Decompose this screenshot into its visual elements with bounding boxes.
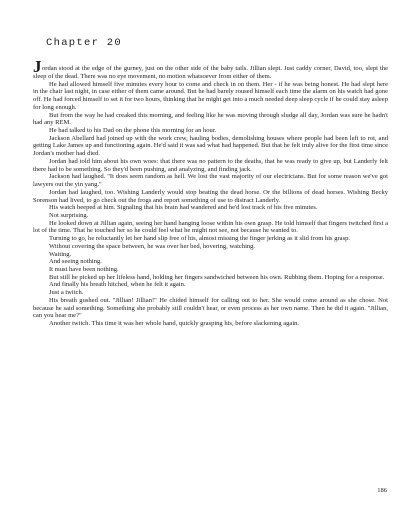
paragraph: Jackson Abellard had joined up with the work crew, hauling bodies, demolishing houses where people had been left to rot, and getting Lake James up and functioning again. He'd said it was sad what had happened. But that he felt truly alive for the first time since Jordan's mother had died.: [33, 134, 388, 158]
paragraph: He had allowed himself five minutes every hour to come and check in on them. Her - if he was being honest. He had slept here in the chair last night, in case either of them came around. But he had barely roused himself each time the alarm on his watch had gone off. He had forced himself to set it for two hours, thinking that he might get into a much needed deep sleep cycle if he could stay asleep for long enough.: [33, 80, 388, 111]
paragraph: Without covering the space between, he was over her bed, hovering, watching.: [49, 242, 256, 250]
paragraph: And finally his breath hitched, when he felt it again.: [49, 281, 186, 289]
paragraph: But from the way he had creaked this morning, and feeling like he was moving through sludge all day, Jordan was sure he hadn't had any REM.: [33, 111, 388, 127]
paragraph: Jordan had told him about his own woes: that there was no pattern to the deaths, that he was ready to give up, but Landerly felt there had to be something. So they'd been pushing, and analyzing, and finding jack.: [33, 157, 388, 173]
paragraph: He looked down at Jillian again, seeing her hand hanging loose within his own grasp. He told himself that fingers twitched first a lot of the time. That he touched her so he could feel what he might not see, not because he wanted to.: [33, 219, 388, 235]
paragraph: His watch beeped at him. Signaling that his brain had wandered and he'd lost track of his five minutes.: [49, 204, 318, 212]
paragraph: Jackson had laughed. "It does seem random as hell. We lost the vast majority of our electricians. But for some reason we've got lawyers out the yin yang.": [33, 173, 388, 189]
paragraph: Waiting.: [49, 250, 72, 258]
paragraph: [33, 57, 388, 81]
drop-cap: J: [33, 57, 42, 76]
chapter-body: [33, 57, 388, 328]
paragraph: It must have been nothing.: [49, 265, 119, 273]
paragraph: Jordan had laughed, too. Wishing Landerly would stop beating the dead horse. Or the billions of dead horses. Wishing Becky Sorenson had lived, to go check out the frogs and report something of use to distract Landerly.: [33, 188, 388, 204]
paragraph: Just a twitch.: [49, 289, 84, 297]
paragraph: Turning to go, he reluctantly let her hand slip free of his, almost missing the finger jerking as it slid from his grasp.: [49, 235, 351, 243]
paragraph-text: ordan stood at the edge of the gurney, just on the other side of the baby tails. Jillian slept. Just caddy corner, David, too, slept the sleep of the dead. There was no eye movement, no motion whatsoever from either of them.: [33, 65, 388, 80]
paragraph: And seeing nothing.: [49, 258, 102, 266]
page-number: 186: [377, 487, 387, 494]
paragraph: But still he picked up her lifeless hand, holding her fingers sandwiched between his own. Rubbing them. Hoping for a response.: [49, 273, 385, 281]
paragraph: Another twitch. This time it was her whole hand, quickly grasping his, before slackening again.: [49, 320, 300, 327]
paragraph: His breath gushed out. "Jillian! Jillian!" He chided himself for calling out to her. She would come around as she chose. Not because he said something. Something she probably still couldn't hear, or even process as her own name. Then he did it again. "Jillian, can you hear me?": [33, 296, 388, 320]
paragraph: He had talked to his Dad on the phone this morning for an hour.: [49, 127, 217, 135]
chapter-heading: Chapter 20: [46, 37, 123, 49]
paragraph: Not surprising.: [49, 211, 89, 219]
